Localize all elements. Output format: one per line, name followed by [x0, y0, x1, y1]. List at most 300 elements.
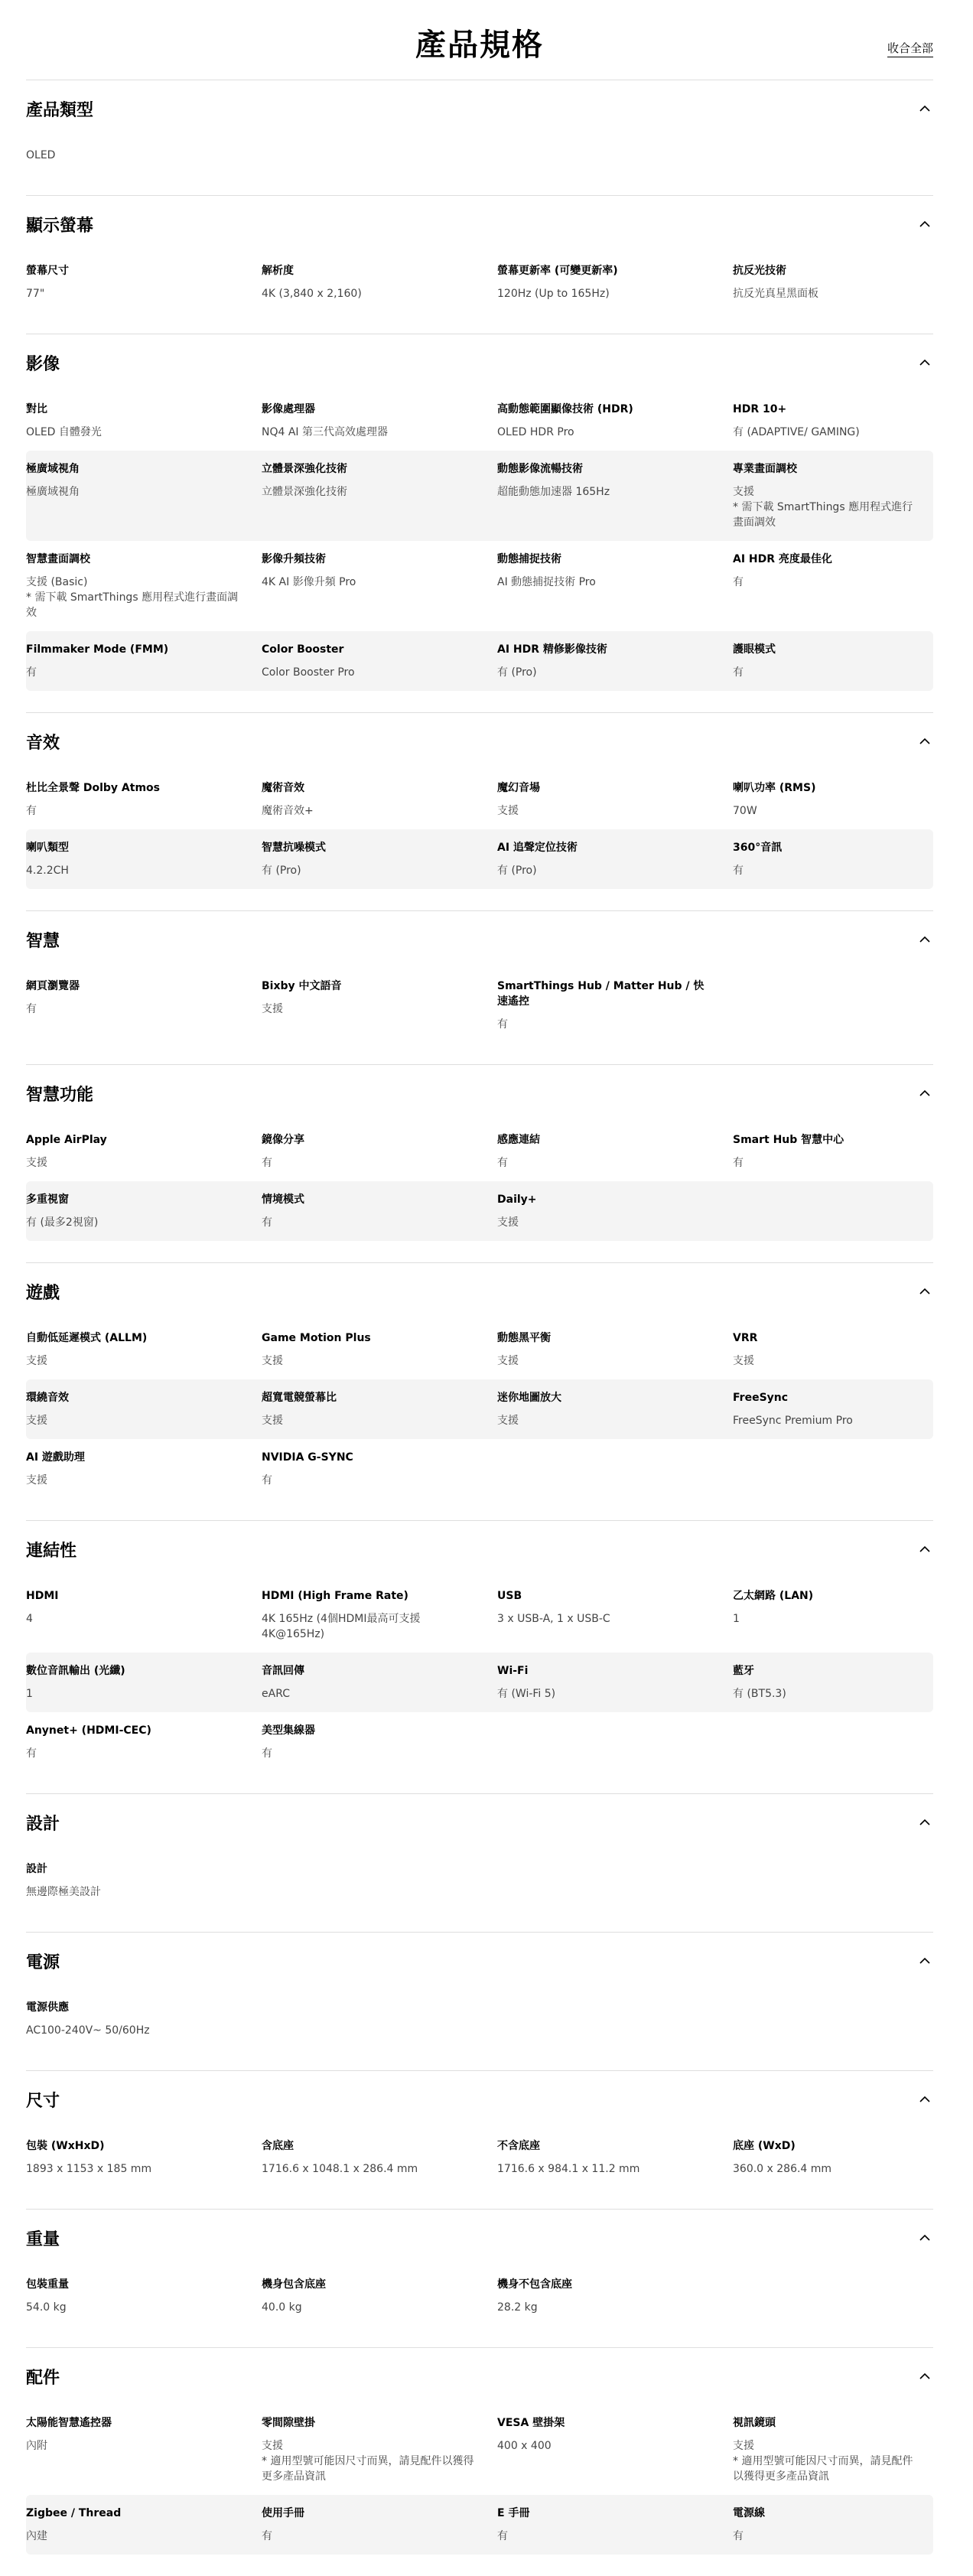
spec-item	[497, 2277, 733, 2315]
section-body	[26, 391, 933, 712]
spec-item	[262, 1132, 497, 1171]
spec-value: 有	[26, 805, 37, 817]
spec-item	[26, 979, 262, 1032]
spec-item	[26, 840, 262, 878]
section-title: 音效	[26, 733, 60, 753]
spec-label: 智慧畫面調校	[26, 553, 90, 565]
spec-label: FreeSync	[733, 1392, 789, 1404]
section-header[interactable]	[26, 911, 933, 968]
spec-label: VESA 壁掛架	[497, 2417, 565, 2429]
spec-item	[26, 1132, 262, 1171]
spec-item	[26, 2138, 262, 2177]
spec-item	[733, 1663, 933, 1702]
spec-value: 極廣域視角	[26, 486, 80, 498]
section-body	[26, 1122, 933, 1262]
spec-section	[26, 1932, 933, 2070]
spec-value: 28.2 kg	[497, 2301, 538, 2314]
spec-row	[26, 1653, 933, 1712]
spec-value: 有 (Wi-Fi 5)	[497, 1688, 556, 1700]
spec-value: 1	[733, 1613, 740, 1625]
spec-label: Wi-Fi	[497, 1665, 529, 1677]
section-title: 連結性	[26, 1541, 77, 1561]
section-body	[26, 1989, 933, 2070]
spec-item	[497, 979, 733, 1032]
spec-section	[26, 2347, 933, 2576]
spec-value: 超能動態加速器 165Hz	[497, 486, 610, 498]
spec-item	[26, 148, 262, 163]
spec-label: 極廣域視角	[26, 463, 80, 475]
spec-section	[26, 1262, 933, 1520]
spec-item	[26, 780, 262, 819]
spec-item	[262, 780, 497, 819]
chevron-up-icon[interactable]	[916, 216, 933, 233]
spec-item	[262, 552, 497, 620]
spec-row	[26, 1122, 933, 1181]
spec-row	[26, 2405, 933, 2495]
spec-label: AI HDR 精修影像技術	[497, 643, 607, 656]
spec-label: VRR	[733, 1332, 758, 1344]
spec-row	[26, 1379, 933, 1439]
spec-section	[26, 80, 933, 195]
section-body	[26, 252, 933, 334]
spec-label: Color Booster	[262, 643, 344, 656]
spec-item	[497, 1132, 733, 1171]
spec-label: AI 遊戲助理	[26, 1451, 85, 1464]
spec-value: OLED HDR Pro	[497, 426, 574, 438]
spec-row	[26, 1439, 933, 1499]
spec-item	[26, 1330, 262, 1369]
spec-value: 4	[26, 1613, 33, 1625]
spec-item	[733, 642, 933, 680]
spec-item	[26, 2415, 262, 2484]
spec-value: OLED 自體發光	[26, 426, 102, 438]
spec-label: 數位音訊輸出 (光纖)	[26, 1665, 125, 1677]
spec-item	[497, 1330, 733, 1369]
spec-value: NQ4 AI 第三代高效處理器	[262, 426, 389, 438]
spec-value: 內建	[26, 2530, 47, 2542]
spec-value: 有 (Pro)	[262, 865, 301, 877]
section-title: 智慧	[26, 931, 60, 951]
spec-row	[26, 2495, 933, 2555]
spec-label: 機身不包含底座	[497, 2278, 572, 2291]
spec-item	[497, 2138, 733, 2177]
spec-value: 有	[733, 576, 744, 588]
spec-value: eARC	[262, 1688, 290, 1700]
spec-value: 支援	[497, 805, 519, 817]
spec-label: Filmmaker Mode (FMM)	[26, 643, 169, 656]
spec-item	[262, 1390, 497, 1428]
spec-row	[26, 770, 933, 829]
spec-item	[26, 1588, 262, 1642]
chevron-up-icon[interactable]	[916, 354, 933, 371]
spec-item	[497, 2506, 733, 2544]
spec-item	[26, 1861, 262, 1900]
section-title: 智慧功能	[26, 1085, 94, 1105]
section-body	[26, 2405, 933, 2576]
spec-label: NVIDIA G-SYNC	[262, 1451, 353, 1464]
spec-value: 有	[26, 1747, 37, 1760]
spec-value: 支援	[26, 1157, 47, 1169]
spec-sections	[26, 80, 933, 2576]
section-title: 顯示螢幕	[26, 216, 94, 236]
spec-row	[26, 1181, 933, 1241]
spec-value: 1893 x 1153 x 185 mm	[26, 2163, 152, 2175]
spec-value: 支援	[497, 1415, 519, 1427]
spec-value: 立體景深強化技術	[262, 486, 347, 498]
spec-label: 360°音訊	[733, 842, 783, 854]
spec-value: 3 x USB-A, 1 x USB-C	[497, 1613, 610, 1625]
spec-label: 喇叭類型	[26, 842, 69, 854]
chevron-up-icon[interactable]	[916, 1952, 933, 1969]
spec-section	[26, 910, 933, 1064]
spec-item	[262, 263, 497, 301]
spec-section	[26, 334, 933, 712]
spec-label: Game Motion Plus	[262, 1332, 371, 1344]
spec-value: 4K (3,840 x 2,160)	[262, 288, 362, 300]
spec-value: 支援	[733, 1355, 754, 1367]
spec-value: 支援 (Basic) * 需下載 SmartThings 應用程式進行畫面調效	[26, 576, 239, 619]
spec-value: 360.0 x 286.4 mm	[733, 2163, 832, 2175]
spec-label: 機身包含底座	[262, 2278, 326, 2291]
spec-label: 護眼模式	[733, 643, 776, 656]
spec-item	[262, 840, 497, 878]
spec-item	[497, 263, 733, 301]
spec-label: SmartThings Hub / Matter Hub / 快速遙控	[497, 980, 705, 1008]
spec-item	[262, 402, 497, 440]
spec-item	[262, 1588, 497, 1642]
spec-item	[733, 2506, 933, 2544]
section-body	[26, 770, 933, 910]
spec-label: Apple AirPlay	[26, 1134, 107, 1146]
spec-item	[497, 1588, 733, 1642]
section-body	[26, 1578, 933, 1793]
spec-item	[26, 1192, 262, 1230]
spec-item	[26, 402, 262, 440]
chevron-up-icon[interactable]	[916, 733, 933, 750]
section-header[interactable]	[26, 80, 933, 137]
spec-label: 設計	[26, 1863, 47, 1875]
spec-value: AI 動態捕捉技術 Pro	[497, 576, 596, 588]
spec-label: HDMI	[26, 1590, 59, 1602]
section-header[interactable]	[26, 713, 933, 770]
section-header[interactable]	[26, 1521, 933, 1578]
spec-item	[262, 642, 497, 680]
spec-value: 有	[733, 865, 744, 877]
spec-item	[733, 461, 933, 530]
section-body	[26, 137, 933, 195]
spec-item	[497, 1390, 733, 1428]
spec-label: USB	[497, 1590, 522, 1602]
spec-label: Bixby 中文語音	[262, 980, 342, 992]
spec-item	[497, 2415, 733, 2484]
spec-row	[26, 631, 933, 691]
spec-value: 400 x 400	[497, 2440, 552, 2452]
spec-item	[262, 1450, 497, 1488]
spec-value: 1	[26, 1688, 33, 1700]
spec-value: 有	[26, 1003, 37, 1015]
spec-item	[733, 1588, 933, 1642]
spec-label: 智慧抗噪模式	[262, 842, 326, 854]
spec-item	[262, 461, 497, 530]
spec-item	[733, 402, 933, 440]
spec-value: 支援	[262, 1003, 283, 1015]
spec-value: OLED	[26, 149, 56, 161]
spec-item	[26, 2506, 262, 2544]
spec-item	[262, 1192, 497, 1230]
section-body	[26, 968, 933, 1064]
spec-value: 有	[497, 1157, 508, 1169]
spec-item	[26, 263, 262, 301]
spec-section	[26, 712, 933, 910]
section-title: 設計	[26, 1814, 60, 1834]
section-header[interactable]	[26, 1263, 933, 1320]
spec-value: 77"	[26, 288, 45, 300]
chevron-up-icon[interactable]	[916, 1541, 933, 1558]
spec-item	[262, 2506, 497, 2544]
spec-label: HDMI (High Frame Rate)	[262, 1590, 408, 1602]
spec-value: 支援	[26, 1474, 47, 1487]
spec-label: 乙太網路 (LAN)	[733, 1590, 814, 1602]
spec-label: E 手冊	[497, 2507, 530, 2519]
spec-item	[262, 1330, 497, 1369]
spec-item	[262, 2415, 497, 2484]
spec-row	[26, 2128, 933, 2187]
spec-row	[26, 391, 933, 451]
spec-label: 零間隙壁掛	[262, 2417, 315, 2429]
spec-item	[733, 840, 933, 878]
spec-label: 鏡像分享	[262, 1134, 304, 1146]
spec-item	[733, 1390, 933, 1428]
spec-row	[26, 829, 933, 889]
chevron-up-icon[interactable]	[916, 2091, 933, 2108]
spec-section	[26, 195, 933, 334]
spec-item	[497, 840, 733, 878]
spec-label: Smart Hub 智慧中心	[733, 1134, 844, 1146]
spec-item	[262, 1663, 497, 1702]
spec-item	[26, 1450, 262, 1488]
section-title: 影像	[26, 354, 60, 374]
chevron-up-icon[interactable]	[916, 2229, 933, 2246]
spec-label: 動態影像流暢技術	[497, 463, 583, 475]
chevron-up-icon[interactable]	[916, 931, 933, 948]
spec-label: HDR 10+	[733, 403, 787, 415]
spec-label: 動態捕捉技術	[497, 553, 561, 565]
spec-item	[497, 1663, 733, 1702]
spec-label: 抗反光技術	[733, 265, 786, 277]
section-header[interactable]	[26, 196, 933, 252]
spec-label: 藍牙	[733, 1665, 754, 1677]
spec-row	[26, 1851, 933, 1910]
section-title: 產品類型	[26, 100, 94, 120]
spec-item	[733, 263, 933, 301]
spec-row	[26, 541, 933, 631]
spec-item	[26, 642, 262, 680]
spec-item	[26, 1723, 262, 1761]
spec-label: 使用手冊	[262, 2507, 304, 2519]
spec-label: 喇叭功率 (RMS)	[733, 782, 816, 794]
spec-label: Daily+	[497, 1194, 537, 1206]
spec-label: 魔術音效	[262, 782, 304, 794]
spec-label: 美型集線器	[262, 1724, 315, 1737]
spec-value: 4K AI 影像升頻 Pro	[262, 576, 356, 588]
section-body	[26, 1851, 933, 1932]
spec-label: AI HDR 亮度最佳化	[733, 553, 832, 565]
spec-label: AI 追聲定位技術	[497, 842, 578, 854]
spec-label: 解析度	[262, 265, 294, 277]
spec-label: 多重視窗	[26, 1194, 69, 1206]
spec-row	[26, 2266, 933, 2326]
spec-value: 支援	[262, 1415, 283, 1427]
chevron-up-icon[interactable]	[916, 1814, 933, 1831]
spec-value: 無邊際極美設計	[26, 1886, 101, 1898]
spec-value: AC100-240V~ 50/60Hz	[26, 2024, 150, 2037]
spec-item	[26, 461, 262, 530]
spec-label: 專業畫面調校	[733, 463, 797, 475]
spec-value: 54.0 kg	[26, 2301, 67, 2314]
spec-item	[262, 2138, 497, 2177]
spec-value: 有	[497, 1018, 508, 1031]
spec-value: 支援 * 適用型號可能因尺寸而異，請見配件以獲得更多產品資訊	[733, 2440, 913, 2483]
chevron-up-icon[interactable]	[916, 1283, 933, 1300]
spec-item	[262, 979, 497, 1032]
spec-item	[26, 1663, 262, 1702]
section-body	[26, 1320, 933, 1520]
spec-label: 自動低延遲模式 (ALLM)	[26, 1332, 148, 1344]
spec-value: 有	[497, 2530, 508, 2542]
spec-value: 有 (ADAPTIVE/ GAMING)	[733, 426, 860, 438]
spec-row	[26, 1578, 933, 1653]
spec-item	[733, 1330, 933, 1369]
spec-row	[26, 968, 933, 1043]
spec-label: 視訊鏡頭	[733, 2417, 776, 2429]
spec-value: 有	[262, 1474, 272, 1487]
spec-row	[26, 1989, 933, 2049]
section-header[interactable]	[26, 2071, 933, 2128]
section-header[interactable]	[26, 1065, 933, 1122]
spec-value: FreeSync Premium Pro	[733, 1415, 853, 1427]
section-body	[26, 2266, 933, 2347]
spec-row	[26, 451, 933, 541]
spec-label: 影像處理器	[262, 403, 315, 415]
spec-label: 對比	[26, 403, 47, 415]
spec-item	[497, 642, 733, 680]
spec-value: 有	[262, 2530, 272, 2542]
spec-value: 有	[733, 2530, 744, 2542]
spec-label: 音訊回傳	[262, 1665, 304, 1677]
spec-label: 環繞音效	[26, 1392, 69, 1404]
spec-label: 影像升頻技術	[262, 553, 326, 565]
spec-label: 動態黑平衡	[497, 1332, 551, 1344]
chevron-up-icon[interactable]	[916, 100, 933, 117]
spec-value: 支援	[497, 1216, 519, 1229]
spec-label: Anynet+ (HDMI-CEC)	[26, 1724, 151, 1737]
section-header[interactable]	[26, 2348, 933, 2405]
spec-value: 支援	[26, 1415, 47, 1427]
spec-value: 4.2.2CH	[26, 865, 69, 877]
spec-section	[26, 1064, 933, 1262]
spec-label: 電源線	[733, 2507, 765, 2519]
spec-item	[497, 1192, 733, 1230]
spec-value: 支援	[497, 1355, 519, 1367]
spec-label: 高動態範圍顯像技術 (HDR)	[497, 403, 633, 415]
spec-value: 支援	[26, 1355, 47, 1367]
spec-label: 螢幕尺寸	[26, 265, 69, 277]
section-title: 電源	[26, 1952, 60, 1972]
section-header[interactable]	[26, 1933, 933, 1989]
spec-label: 立體景深強化技術	[262, 463, 347, 475]
spec-value: 有	[262, 1216, 272, 1229]
spec-item	[497, 402, 733, 440]
spec-label: 電源供應	[26, 2001, 69, 2014]
spec-label: 不含底座	[497, 2140, 540, 2152]
spec-value: 40.0 kg	[262, 2301, 302, 2314]
spec-label: 魔幻音場	[497, 782, 540, 794]
spec-value: 有	[26, 666, 37, 679]
spec-row	[26, 1712, 933, 1772]
spec-section	[26, 2070, 933, 2209]
spec-label: 超寬電競螢幕比	[262, 1392, 337, 1404]
spec-label: 迷你地圖放大	[497, 1392, 561, 1404]
spec-label: 底座 (WxD)	[733, 2140, 796, 2152]
collapse-all-link[interactable]: 收合全部	[887, 40, 933, 57]
spec-item	[26, 552, 262, 620]
spec-row	[26, 1320, 933, 1379]
section-header[interactable]	[26, 1794, 933, 1851]
spec-value: 120Hz (Up to 165Hz)	[497, 288, 610, 300]
spec-value: 有 (最多2視窗)	[26, 1216, 99, 1229]
spec-item	[733, 552, 933, 620]
spec-value: 有	[262, 1747, 272, 1760]
spec-section	[26, 1520, 933, 1793]
spec-item	[497, 780, 733, 819]
spec-item	[733, 2138, 933, 2177]
spec-value: 支援	[262, 1355, 283, 1367]
section-header[interactable]	[26, 2210, 933, 2266]
spec-value: 內附	[26, 2440, 47, 2452]
spec-value: 有 (Pro)	[497, 666, 537, 679]
spec-item	[26, 2277, 262, 2315]
spec-label: 螢幕更新率 (可變更新率)	[497, 265, 618, 277]
spec-value: 1716.6 x 1048.1 x 286.4 mm	[262, 2163, 418, 2175]
spec-value: 有	[733, 1157, 744, 1169]
spec-value: 支援 * 需下載 SmartThings 應用程式進行畫面調效	[733, 486, 913, 529]
spec-section	[26, 1793, 933, 1932]
spec-row	[26, 137, 933, 174]
spec-value: 支援 * 適用型號可能因尺寸而異，請見配件以獲得更多產品資訊	[262, 2440, 474, 2483]
spec-label: 包裝 (WxHxD)	[26, 2140, 105, 2152]
spec-value: 有 (BT5.3)	[733, 1688, 786, 1700]
spec-label: 情境模式	[262, 1194, 304, 1206]
spec-item	[262, 2277, 497, 2315]
section-title: 遊戲	[26, 1283, 60, 1303]
chevron-up-icon[interactable]	[916, 2368, 933, 2385]
spec-item	[262, 1723, 497, 1761]
spec-item	[26, 1390, 262, 1428]
spec-item	[733, 780, 933, 819]
spec-label: 含底座	[262, 2140, 294, 2152]
spec-value: 有	[262, 1157, 272, 1169]
chevron-up-icon[interactable]	[916, 1085, 933, 1102]
spec-row	[26, 252, 933, 312]
spec-value: 抗反光真星黑面板	[733, 288, 818, 300]
spec-value: 70W	[733, 805, 757, 817]
spec-label: 太陽能智慧遙控器	[26, 2417, 112, 2429]
spec-value: 有	[733, 666, 744, 679]
section-header[interactable]	[26, 334, 933, 391]
spec-item	[733, 2415, 933, 2484]
spec-item	[26, 2000, 262, 2038]
spec-value: 1716.6 x 984.1 x 11.2 mm	[497, 2163, 640, 2175]
